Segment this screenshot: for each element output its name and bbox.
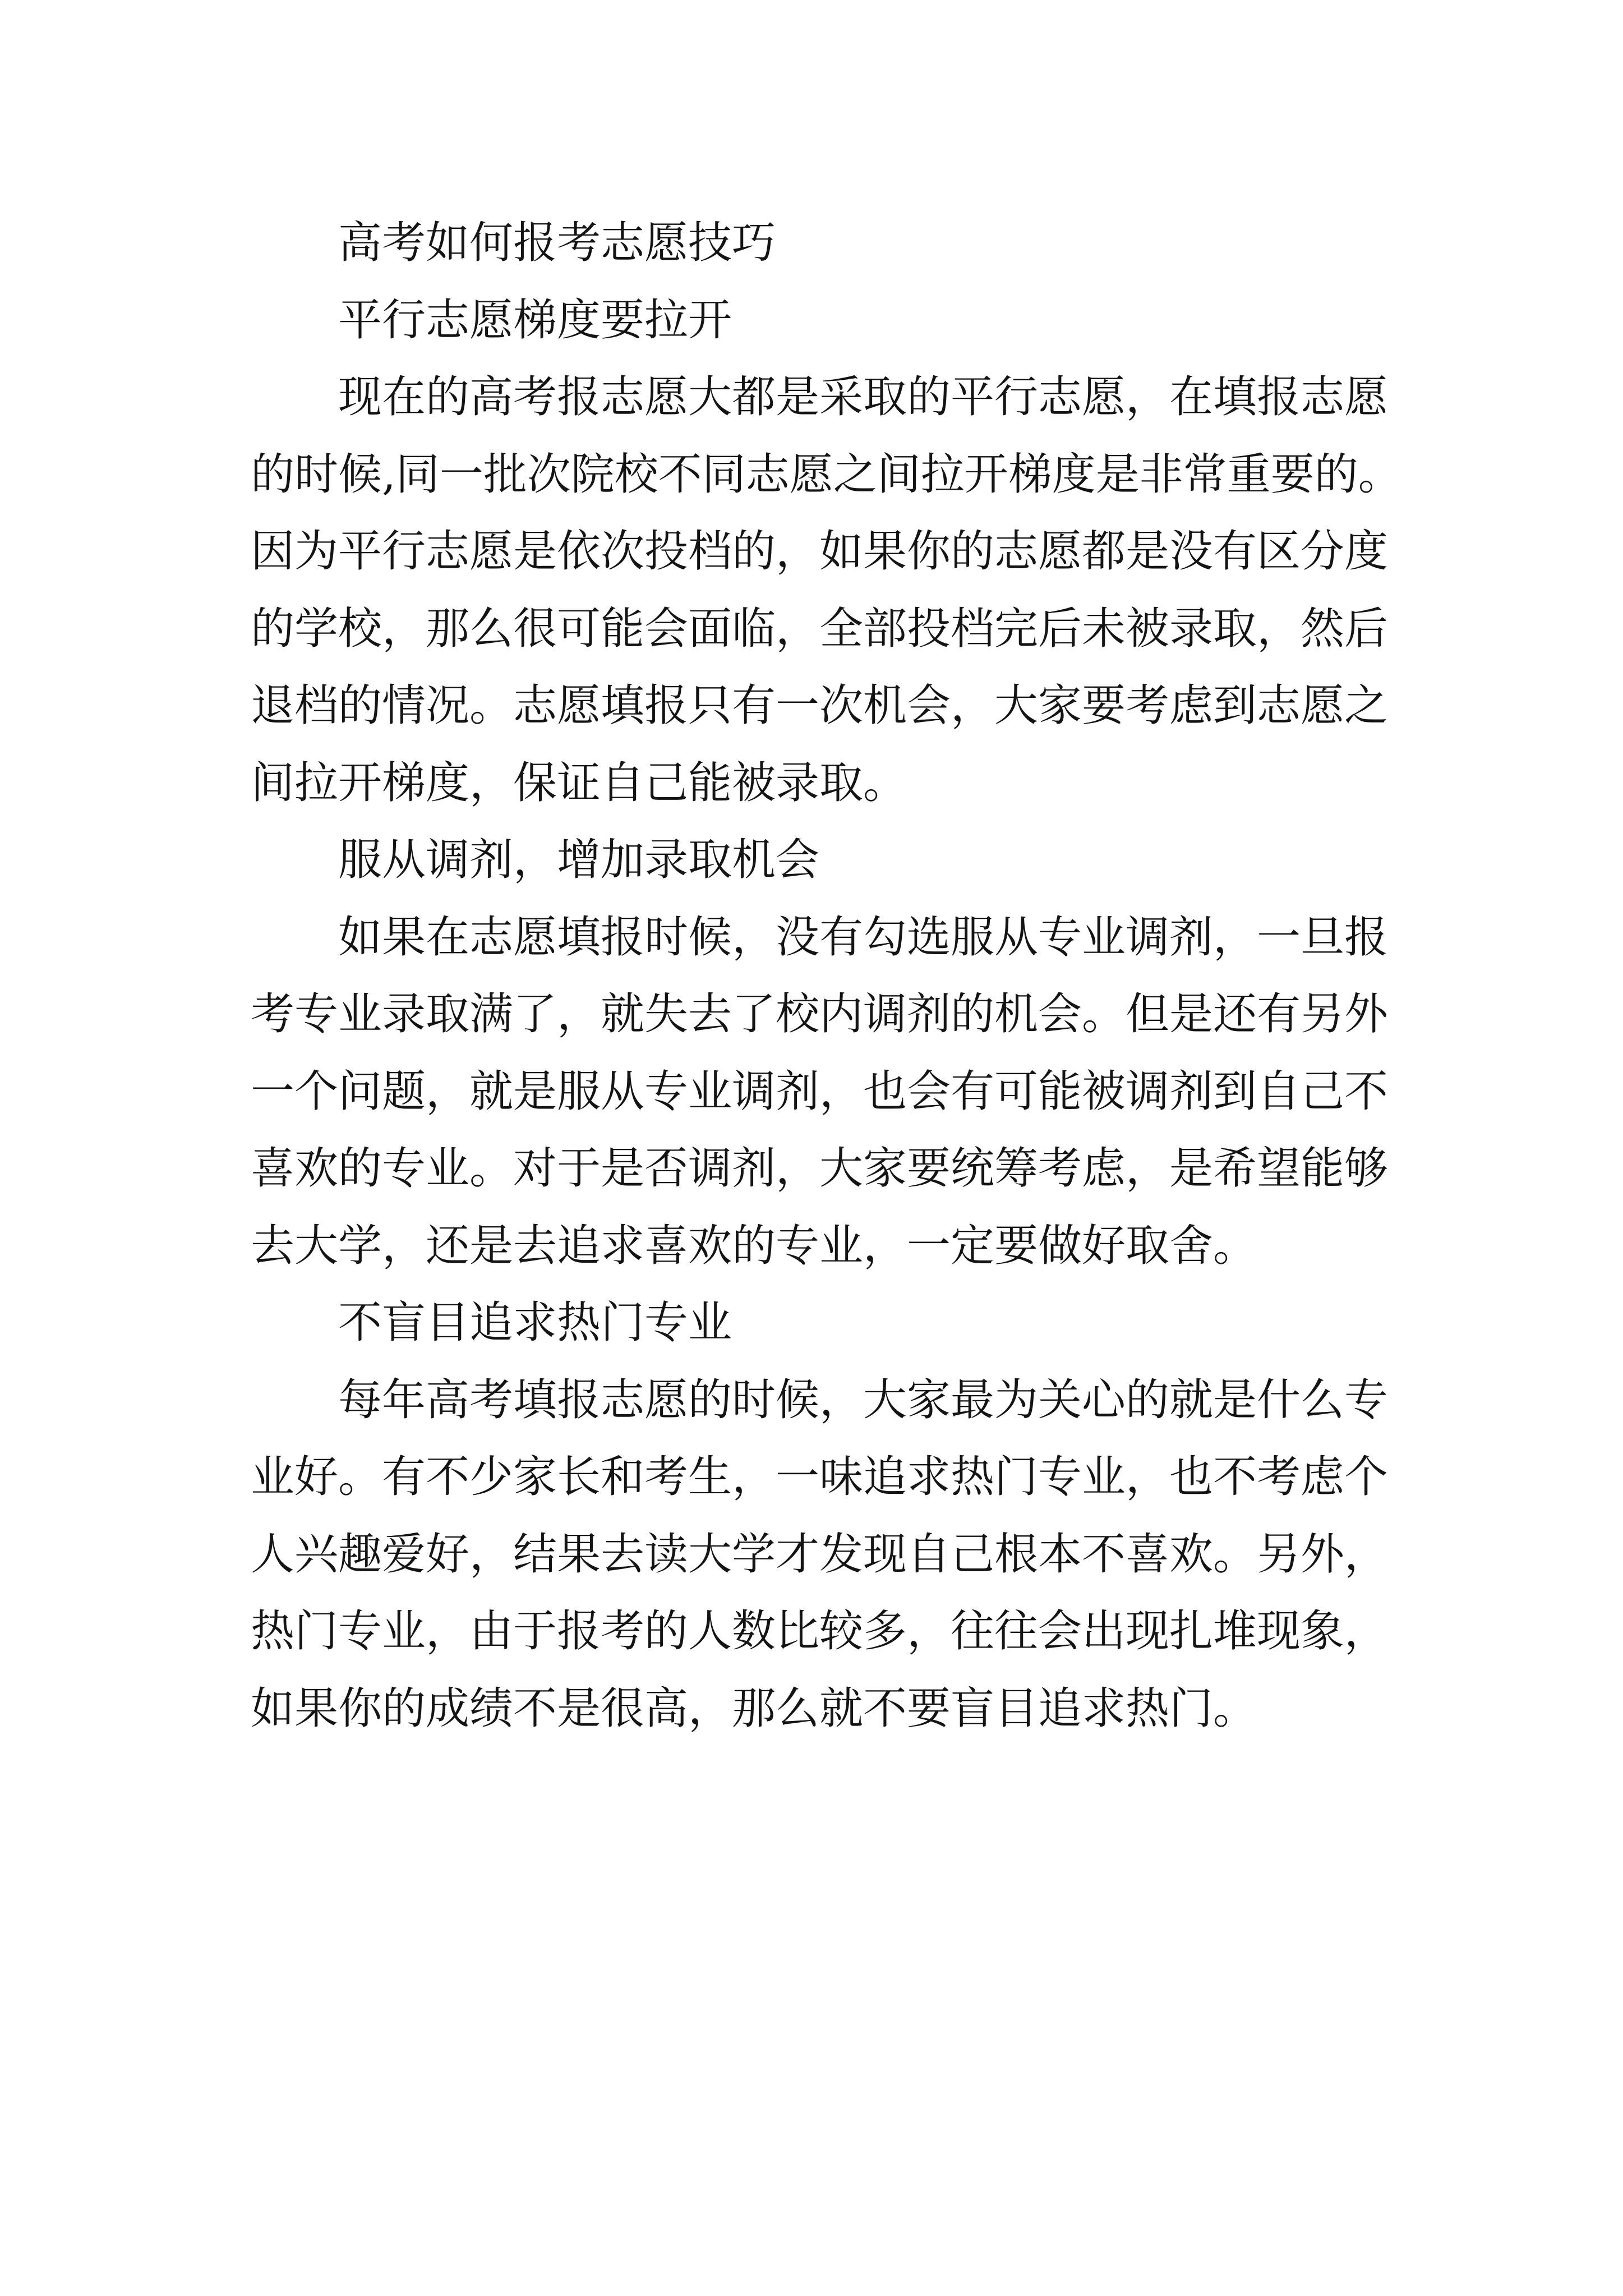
paragraph-line: 现在的高考报志愿大都是采取的平行志愿，在填报志愿 [338,372,1389,422]
heading-line: 平行志愿梯度要拉开 [338,295,732,346]
paragraph-line: 的学校，那么很可能会面临，全部投档完后未被录取，然后 [251,603,1389,654]
paragraph-line: 每年高考填报志愿的时候，大家最为关心的就是什么专 [338,1374,1389,1425]
paragraph-line: 考专业录取满了，就失去了校内调剂的机会。但是还有另外 [251,989,1389,1039]
section-heading-popular-majors [251,1285,1428,1362]
paragraph-line: 间拉开梯度，保证自己能被录取。 [251,757,907,808]
heading-line: 不盲目追求热门专业 [338,1297,732,1348]
paragraph-line: 人兴趣爱好，结果去读大学才发现自己根本不喜欢。另外， [251,1529,1389,1580]
heading-line: 服从调剂，增加录取机会 [338,835,820,885]
paragraph-line: 因为平行志愿是依次投档的，如果你的志愿都是没有区分度 [251,526,1389,577]
paragraph-line: 的时候,同一批次院校不同志愿之间拉开梯度是非常重要的。 [251,449,1402,500]
section-heading-accept-adjustment [251,822,1428,899]
paragraph-line: 业好。有不少家长和考生，一味追求热门专业，也不考虑个 [251,1452,1389,1502]
paragraph-line: 去大学，还是去追求喜欢的专业，一定要做好取舍。 [251,1220,1257,1271]
document-title [251,205,1428,282]
paragraph-line: 退档的情况。志愿填报只有一次机会，大家要考虑到志愿之 [251,680,1389,731]
section-heading-parallel-choices [251,282,1428,360]
paragraph-line: 如果你的成绩不是很高，那么就不要盲目追求热门。 [251,1683,1257,1734]
document-body [251,205,1428,1747]
paragraph-line: 热门专业，由于报考的人数比较多，往往会出现扎堆现象， [251,1606,1389,1657]
paragraph-parallel-choices [251,359,1428,822]
paragraph-line: 一个问题，就是服从专业调剂，也会有可能被调剂到自己不 [251,1066,1389,1117]
title-line: 高考如何报考志愿技巧 [338,218,776,268]
paragraph-line: 喜欢的专业。对于是否调剂，大家要统筹考虑，是希望能够 [251,1143,1389,1194]
paragraph-line: 如果在志愿填报时候，没有勾选服从专业调剂，一旦报 [338,912,1389,963]
paragraph-accept-adjustment [251,899,1428,1285]
paragraph-popular-majors [251,1362,1428,1748]
